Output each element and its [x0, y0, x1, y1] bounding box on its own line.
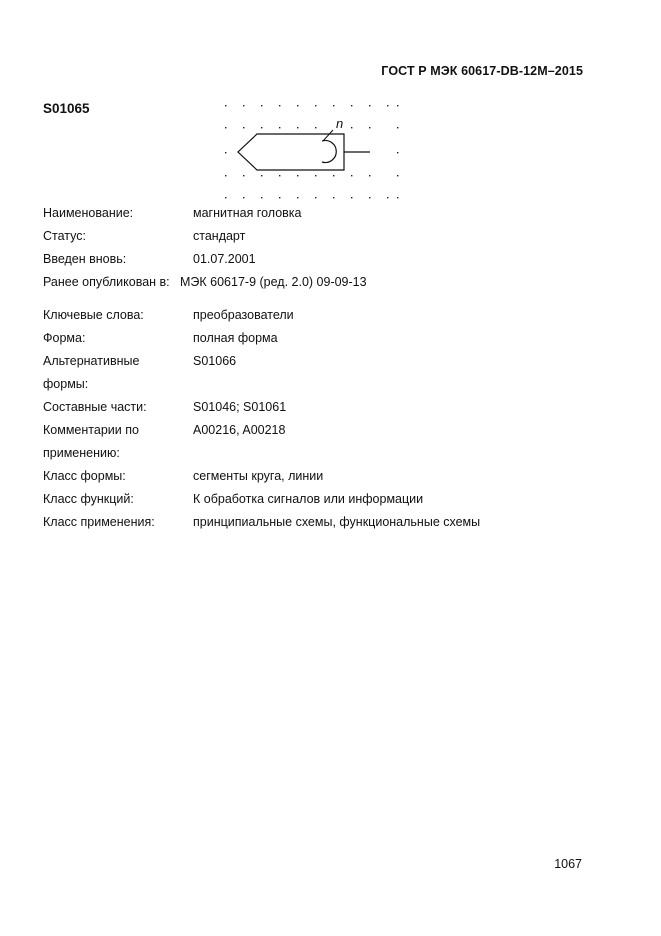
property-value: преобразователи [193, 308, 294, 322]
grid-dot-row-3 [225, 152, 398, 153]
head-gap-arc [322, 141, 336, 163]
property-label: Введен вновь: [43, 252, 127, 266]
property-label: Форма: [43, 331, 86, 345]
property-row-keywords [43, 304, 603, 327]
property-value: S01066 [193, 354, 237, 368]
grid-dot-row-bottom [225, 197, 398, 198]
property-row-introduced [43, 248, 603, 271]
grid-dot-row-2 [225, 127, 398, 128]
property-row-function-class [43, 488, 603, 511]
property-value: A00216, A00218 [193, 423, 286, 437]
property-label: Класс функций: [43, 492, 134, 506]
property-value: магнитная головка [193, 206, 302, 220]
symbol-code: S01065 [43, 101, 90, 116]
property-label: Ранее опубликован в: [43, 275, 170, 289]
property-value: принципиальные схемы, функциональные схемы [193, 515, 481, 529]
property-label: Ключевые слова: [43, 308, 144, 322]
figure-label-n: n [336, 116, 344, 131]
property-label: Наименование: [43, 206, 134, 220]
grid-dot-row-4 [225, 175, 398, 176]
grid-dot-row-top [225, 105, 398, 106]
grid-dots [225, 105, 398, 198]
property-row-components [43, 396, 603, 419]
property-value: МЭК 60617-9 (ред. 2.0) 09-09-13 [180, 275, 367, 289]
property-row-application-notes [43, 419, 603, 465]
page-number: 1067 [554, 857, 582, 871]
property-label: Составные части: [43, 400, 147, 414]
property-label: Альтернативные формы: [43, 354, 140, 391]
property-label: Статус: [43, 229, 86, 243]
property-row-shape-class [43, 465, 603, 488]
property-row-name [43, 202, 603, 225]
property-row-status [43, 225, 603, 248]
head-outline [238, 134, 344, 170]
property-value: 01.07.2001 [193, 252, 256, 266]
section-gap [43, 294, 603, 304]
property-label: Класс формы: [43, 469, 126, 483]
symbol-properties [43, 202, 603, 534]
property-row-previously-published [43, 271, 603, 294]
property-value: стандарт [193, 229, 246, 243]
magnetic-head-symbol [220, 98, 410, 204]
property-label: Комментарии по применению: [43, 423, 139, 460]
property-row-form [43, 327, 603, 350]
property-value: полная форма [193, 331, 278, 345]
property-row-alternative-forms [43, 350, 603, 396]
property-value: К обработка сигналов или информации [193, 492, 424, 506]
property-row-application-class [43, 511, 603, 534]
property-value: S01046; S01061 [193, 400, 287, 414]
label-leader-line [323, 130, 333, 141]
property-label: Класс применения: [43, 515, 155, 529]
document-header-title: ГОСТ Р МЭК 60617-DB-12M–2015 [381, 64, 583, 78]
property-value: сегменты круга, линии [193, 469, 324, 483]
